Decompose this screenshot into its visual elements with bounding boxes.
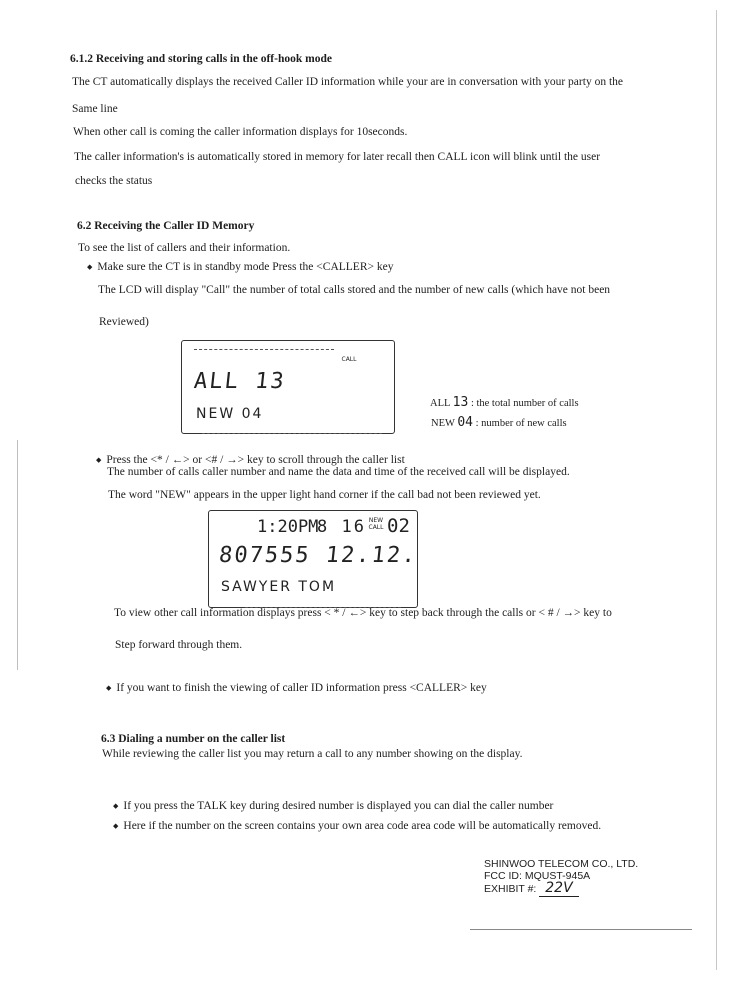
bullet-item: ◆ If you want to finish the viewing of caller ID information press <CALLER> key bbox=[106, 683, 487, 695]
legend-all bbox=[430, 395, 579, 410]
lcd-all-count: ALL 13 bbox=[192, 369, 287, 394]
call-icon: CALL bbox=[368, 524, 384, 531]
body-line: Same line bbox=[72, 103, 118, 115]
bullet-item: ◆ If you press the TALK key during desired number is displayed you can dial the caller number bbox=[113, 801, 553, 813]
exhibit-label: EXHIBIT #: bbox=[484, 883, 537, 895]
body-line: While reviewing the caller list you may return a call to any number showing on the display. bbox=[102, 748, 523, 760]
lcd-time: 1:20PM bbox=[257, 517, 319, 537]
legend-all-prefix: ALL bbox=[430, 398, 451, 409]
legend-all-text: : the total number of calls bbox=[470, 398, 579, 409]
lcd-date: 8 16 bbox=[317, 517, 366, 537]
body-line: The caller information's is automatically stored in memory for later recall then CALL icon will blink until the user bbox=[74, 151, 601, 163]
exhibit-number: 22V bbox=[539, 880, 578, 897]
bullet-item: ◆ Make sure the CT is in standby mode Press the <CALLER> key bbox=[87, 262, 393, 274]
body-line: To see the list of callers and their information. bbox=[78, 242, 291, 254]
bullet-item: ◆ Press the <* / ←> or <# / →> key to scroll through the caller list bbox=[96, 455, 405, 467]
exhibit-line bbox=[484, 882, 638, 895]
body-line: When other call is coming the caller information displays for 10seconds. bbox=[73, 126, 408, 138]
lcd-new-count: NEW 04 bbox=[196, 406, 264, 422]
body-line: To view other call information displays press < * / ←> key to step back through the calls or < # / →> key to bbox=[114, 607, 612, 619]
section-heading-6-2: 6.2 Receiving the Caller ID Memory bbox=[77, 220, 255, 232]
section-heading-6-3: 6.3 Dialing a number on the caller list bbox=[101, 733, 286, 745]
body-line: checks the status bbox=[75, 175, 153, 187]
lcd-divider bbox=[194, 349, 334, 350]
section-heading-6-1-2: 6.1.2 Receiving and storing calls in the off-hook mode bbox=[70, 53, 332, 65]
body-line: The word "NEW" appears in the upper light hand corner if the call bad not been reviewed yet. bbox=[108, 489, 541, 501]
lcd-caller-name: SAWYER TOM bbox=[221, 579, 337, 595]
body-line: Step forward through them. bbox=[115, 639, 243, 651]
body-line: The number of calls caller number and name the data and time of the received call will be displayed. bbox=[107, 466, 570, 478]
lcd-count: 02 bbox=[387, 515, 410, 537]
lcd-number: 807555 12.12. bbox=[217, 543, 419, 568]
legend-new bbox=[431, 415, 567, 430]
legend-new-symbol: 04 bbox=[457, 415, 473, 430]
lcd-display-standby bbox=[181, 340, 395, 434]
fcc-id: FCC ID: MQUST-945A bbox=[484, 870, 591, 882]
lcd-display-caller bbox=[208, 510, 418, 608]
bottom-rule bbox=[470, 929, 692, 930]
company-name: SHINWOO TELECOM CO., LTD. bbox=[484, 858, 639, 870]
body-line: Reviewed) bbox=[99, 316, 149, 328]
scan-edge-line bbox=[716, 10, 717, 970]
company-stamp bbox=[484, 858, 638, 895]
body-line: The CT automatically displays the received Caller ID information while your are in conversation with your party on the bbox=[72, 76, 623, 88]
legend-new-prefix: NEW bbox=[431, 418, 455, 429]
legend-new-text: : number of new calls bbox=[475, 418, 567, 429]
body-line: The LCD will display "Call" the number of total calls stored and the number of new calls (which have not been bbox=[98, 284, 611, 296]
bullet-item: ◆ Here if the number on the screen contains your own area code area code will be automatically removed. bbox=[113, 821, 601, 833]
legend-all-symbol: 13 bbox=[452, 395, 469, 410]
new-icon: NEW bbox=[368, 517, 384, 524]
scan-edge-line bbox=[17, 440, 18, 670]
call-icon: CALL bbox=[341, 356, 357, 363]
lcd-divider bbox=[202, 433, 382, 434]
